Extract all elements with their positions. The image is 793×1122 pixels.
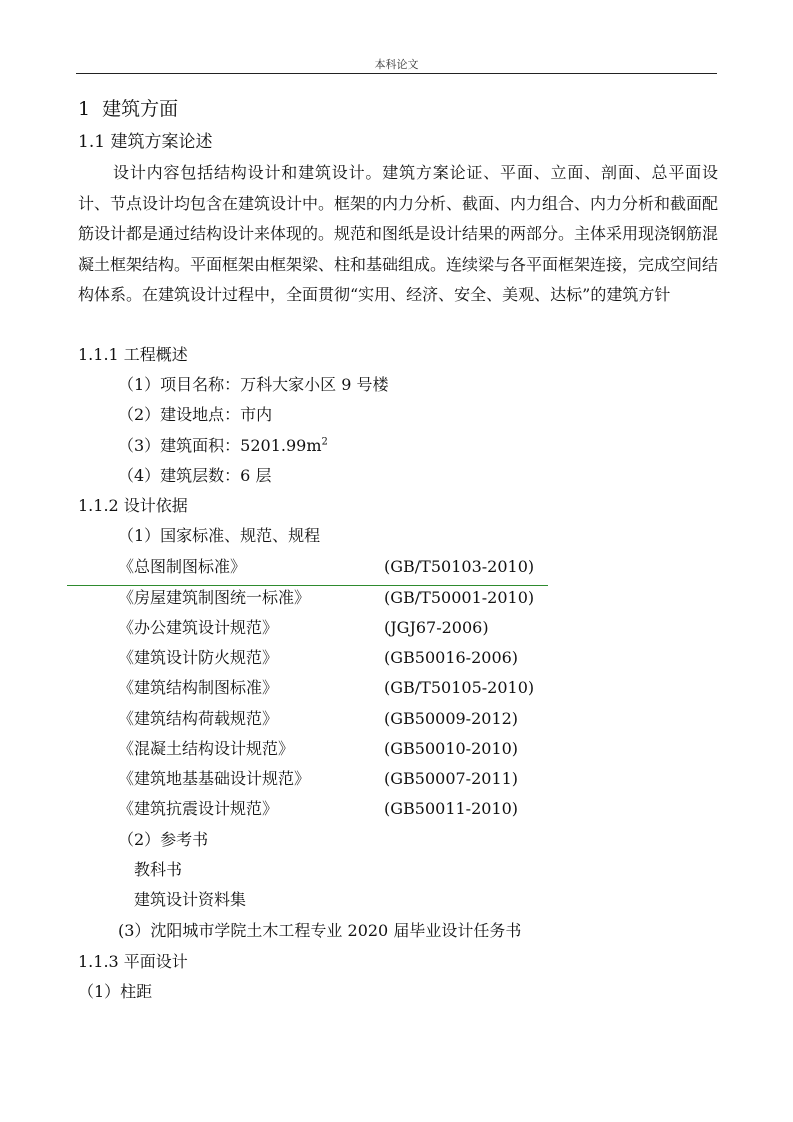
standard-name: 《办公建筑设计规范》 — [118, 618, 279, 637]
standard-name: 《建筑设计防火规范》 — [118, 648, 279, 667]
standards-group-title: （1）国家标准、规范、规程 — [118, 526, 321, 545]
standard-name: 《总图制图标准》 — [118, 557, 247, 576]
references-group-title: （2）参考书 — [118, 830, 209, 849]
section-1-heading — [78, 96, 178, 122]
section-1-1-1-heading: 1.1.1 工程概述 — [78, 345, 188, 364]
area-superscript: 2 — [321, 436, 328, 448]
standard-code: (GB/T50001-2010) — [384, 588, 535, 607]
task-book-item: (3）沈阳城市学院土木工程专业 2020 届毕业设计任务书 — [118, 921, 522, 940]
standard-code: (GB50016-2006) — [384, 648, 519, 667]
section-1-number: 1 — [78, 98, 91, 120]
standard-code: (GB/T50103-2010) — [384, 557, 535, 576]
floor-count-item: （4）建筑层数：6 层 — [118, 466, 272, 485]
reference-item: 教科书 — [134, 860, 183, 879]
standard-name: 《建筑地基基础设计规范》 — [118, 769, 311, 788]
building-area-text: （3）建筑面积：5201.99m — [118, 436, 322, 455]
standard-code: (GB50007-2011) — [384, 769, 519, 788]
header-divider — [76, 73, 717, 74]
standard-name: 《房屋建筑制图统一标准》 — [118, 588, 311, 607]
section-1-1-2-heading: 1.1.2 设计依据 — [78, 496, 188, 515]
section-1-1-3-heading: 1.1.3 平面设计 — [78, 952, 188, 971]
standard-code: (JGJ67-2006) — [384, 618, 489, 637]
standard-name: 《混凝土结构设计规范》 — [118, 739, 295, 758]
standard-name: 《建筑抗震设计规范》 — [118, 799, 279, 818]
standard-code: (GB/T50105-2010) — [384, 678, 535, 697]
building-area-item — [118, 434, 328, 458]
standard-code: (GB50010-2010) — [384, 739, 519, 758]
column-spacing-item: （1）柱距 — [78, 982, 153, 1001]
section-1-title: 建筑方面 — [102, 98, 179, 120]
standard-code: (GB50011-2010) — [384, 799, 519, 818]
project-location-item: （2）建设地点：市内 — [118, 405, 273, 424]
standard-name: 《建筑结构制图标准》 — [118, 678, 279, 697]
project-name-item: （1）项目名称：万科大家小区 9 号楼 — [118, 375, 389, 394]
header-title: 本科论文 — [374, 58, 419, 71]
standard-name: 《建筑结构荷载规范》 — [118, 709, 279, 728]
standard-code: (GB50009-2012) — [384, 709, 519, 728]
intro-paragraph: 设计内容包括结构设计和建筑设计。建筑方案论证、平面、立面、剖面、总平面设计、节点设计均包含在建筑设计中。框架的内力分析、截面、内力组合、内力分析和截面配筋设计都是通过结构设计来体现的。规范和图纸是设计结果的两部分。主体采用现浇钢筋混凝土框架结构。平面框架由框架梁、柱和基础组成。连续梁与各平面框架连接，完成空间结构体系。在建筑设计过程中，全面贯彻“实用、经济、安全、美观、达标”的建筑方针 — [78, 163, 719, 304]
reference-item: 建筑设计资料集 — [134, 890, 247, 909]
section-1-1-heading: 1.1 建筑方案论述 — [78, 132, 213, 152]
